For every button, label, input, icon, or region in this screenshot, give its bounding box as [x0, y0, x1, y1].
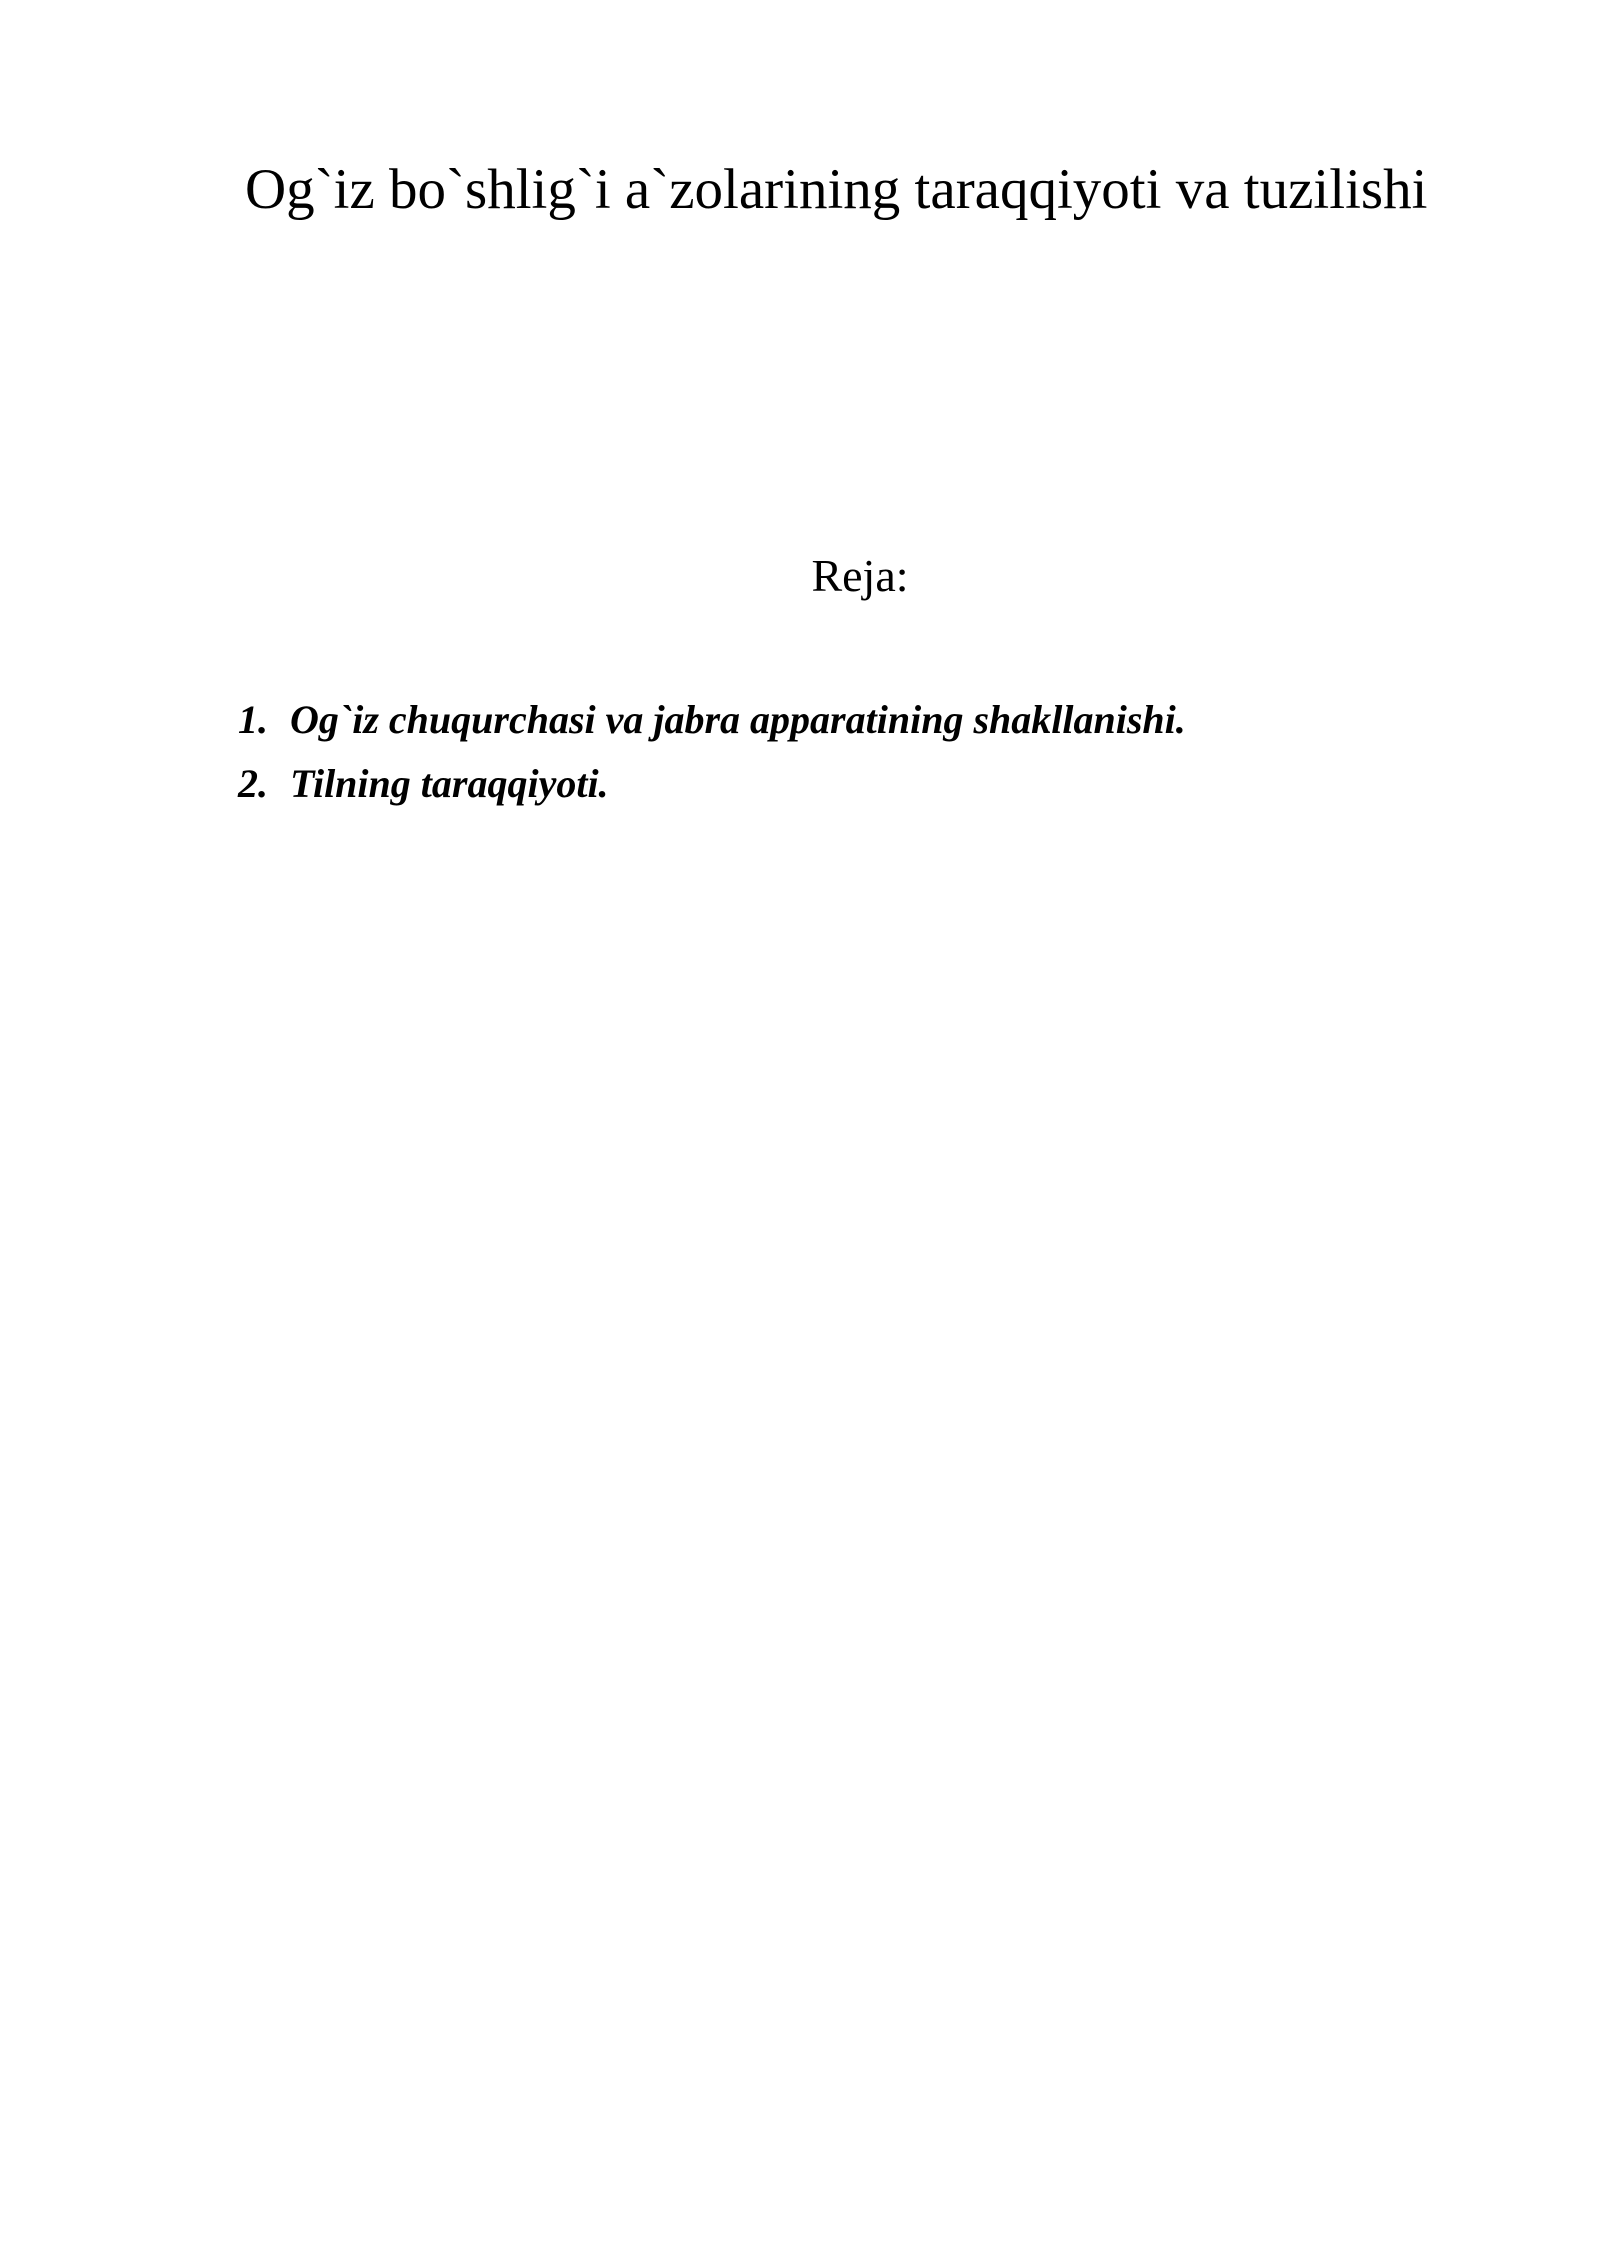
plan-item-number: 1.: [238, 697, 268, 742]
plan-list: [238, 695, 1186, 823]
plan-item-text: Og`iz chuqurchasi va jabra apparatining shakllanishi.: [290, 697, 1186, 742]
plan-heading: Reja:: [811, 550, 909, 601]
document-title: Og`iz bo`shlig`i a`zolarining taraqqiyoti va tuzilishi: [245, 158, 1428, 221]
plan-item: [238, 695, 1186, 759]
plan-item: [238, 759, 1186, 823]
plan-item-number: 2.: [238, 761, 268, 806]
plan-item-text: Tilning taraqqiyoti.: [290, 761, 609, 806]
